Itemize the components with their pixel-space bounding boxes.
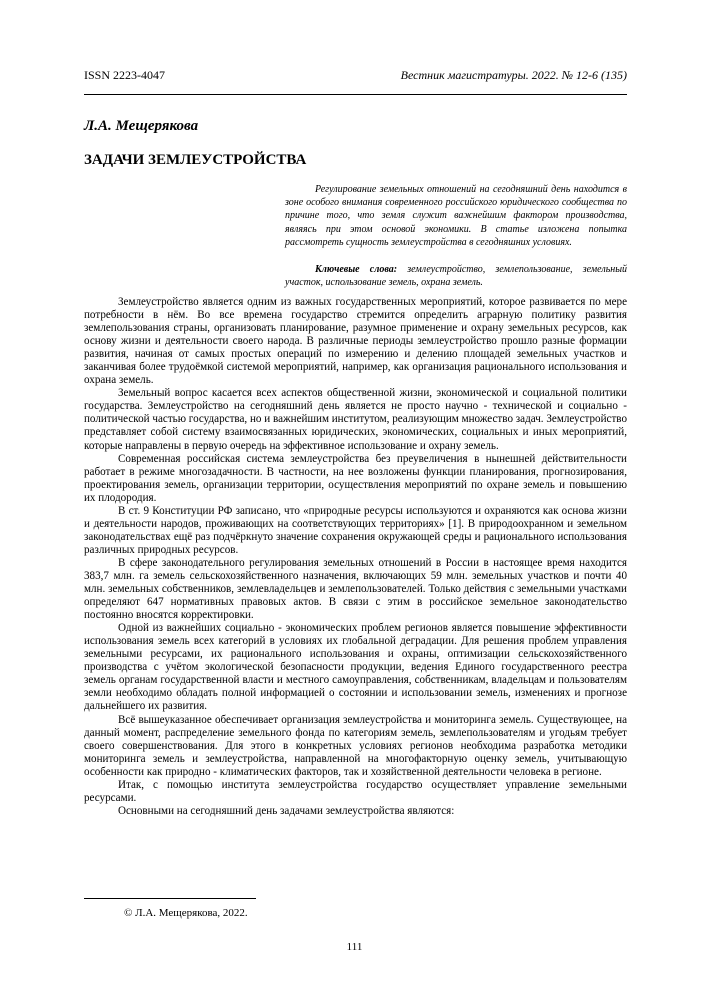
body-paragraph: Современная российская система землеустройства без преувеличения в нынешней действительности работает в режиме многозадачности. В частности, на нее возложены функции планирования, прогнозирования, проектирования земель, организации территории, осуществления мероприятий по охране земель и повышению их плодородия.	[84, 452, 627, 504]
keywords-list: землеустройство, землепользование, земельный участок, использование земель, охрана земель.	[285, 264, 627, 289]
body-paragraph: Одной из важнейших социально - экономических проблем регионов является повышение эффективности использования земель всех категорий в условиях их глобальной деградации. Для решения проблем управления земельными ресурсами, их рационального использования и охраны, оптимизации сельскохозяйственного производства с учётом экологической безопасности продукции, ведения Единого государственного реестра земель органам государственной власти и местного самоуправления, собственникам, владельцам и пользователям земли необходимо обладать полной информацией о состоянии и использовании земель, изменениях и прогнозе дальнейшего их развития.	[84, 622, 627, 713]
body-paragraph: В сфере законодательного регулирования земельных отношений в России в настоящее время находится 383,7 млн. га земель сельскохозяйственного назначения, включающих 59 млн. земельных участков и почти 40 млн. земельных собственников, землевладельцев и землепользователей. Только действия с земельными участками определяют 647 нормативных правовых актов. В связи с этим в российское земельное законодательство постоянно вносятся корректировки.	[84, 556, 627, 622]
body-paragraph: Основными на сегодняшний день задачами землеустройства являются:	[118, 804, 455, 817]
journal-reference: Вестник магистратуры. 2022. № 12-6 (135)	[400, 68, 627, 82]
body-paragraph: Земельный вопрос касается всех аспектов общественной жизни, экономической и социальной политики государства. Землеустройство на сегодняшний день является не просто научно - технической и социально - политической частью государства, но и важнейшим институтом, реализующим множество задач. Землеустройство представляет собой систему взаимосвязанных юридических, экономических, социальных и иных мероприятий, которые направлены в первую очередь на эффективное использование и охрану земель.	[84, 387, 627, 452]
keywords-line	[285, 263, 627, 289]
article-title: ЗАДАЧИ ЗЕМЛЕУСТРОЙСТВА	[84, 152, 307, 168]
page-number: 111	[346, 941, 363, 953]
body-paragraph: Землеустройство является одним из важных государственных мероприятий, которое развивается по мере потребности в нём. Во все времена государство стремится определить аграрную политику развития землепользования страны, организовать планирование, разумное применение и охрану земельных ресурсов, как основу жизни и деятельности своего народа. В различные периоды землеустройство прошло разные формации развития, начиная от самых простых операций по измерению и делению площадей земельных участков и заканчивая более трудоёмкой системой мероприятий, например, как организация рационального использования и охрана земель.	[84, 296, 627, 387]
header-divider	[84, 94, 627, 95]
issn-label: ISSN 2223-4047	[84, 68, 166, 82]
footnote-divider	[84, 898, 256, 899]
author-name: Л.А. Мещерякова	[84, 118, 199, 134]
copyright-footnote: © Л.А. Мещерякова, 2022.	[124, 907, 248, 919]
body-paragraph: В ст. 9 Конституции РФ записано, что «природные ресурсы используются и охраняются как основа жизни и деятельности народов, проживающих на соответствующих территориях» [1]. В природоохранном и земельном законодательствах ещё раз подчёркнуто значение сохранения окружающей среды и рационального использования различных природных ресурсов.	[84, 504, 627, 556]
body-paragraph: Всё вышеуказанное обеспечивает организация землеустройства и мониторинга земель. Существующее, на данный момент, распределение земельного фонда по категориям земель, землепользователям и угодьям требует своего совершенствования. Для этого в конкретных условиях регионов необходима разработка методики мониторинга земель и землеустройства, направленной на многофакторную оценку земель, учитывающую особенности как природно - климатических факторов, так и хозяйственной деятельности человека в регионе.	[84, 713, 627, 778]
article-body	[84, 296, 627, 818]
body-paragraph: Итак, с помощью института землеустройства государство осуществляет управление земельными ресурсами.	[84, 778, 627, 804]
keywords-label: Ключевые слова:	[315, 264, 398, 276]
abstract-block	[285, 183, 627, 289]
abstract-text: Регулирование земельных отношений на сегодняшний день находится в зоне особого внимания современного российского юридического сообщества по причине того, что земля служит важнейшим фактором производства, являясь при этом основой экономики. В статье изложена попытка рассмотреть сущность землеустройства в сегодняшних условиях.	[285, 184, 627, 248]
